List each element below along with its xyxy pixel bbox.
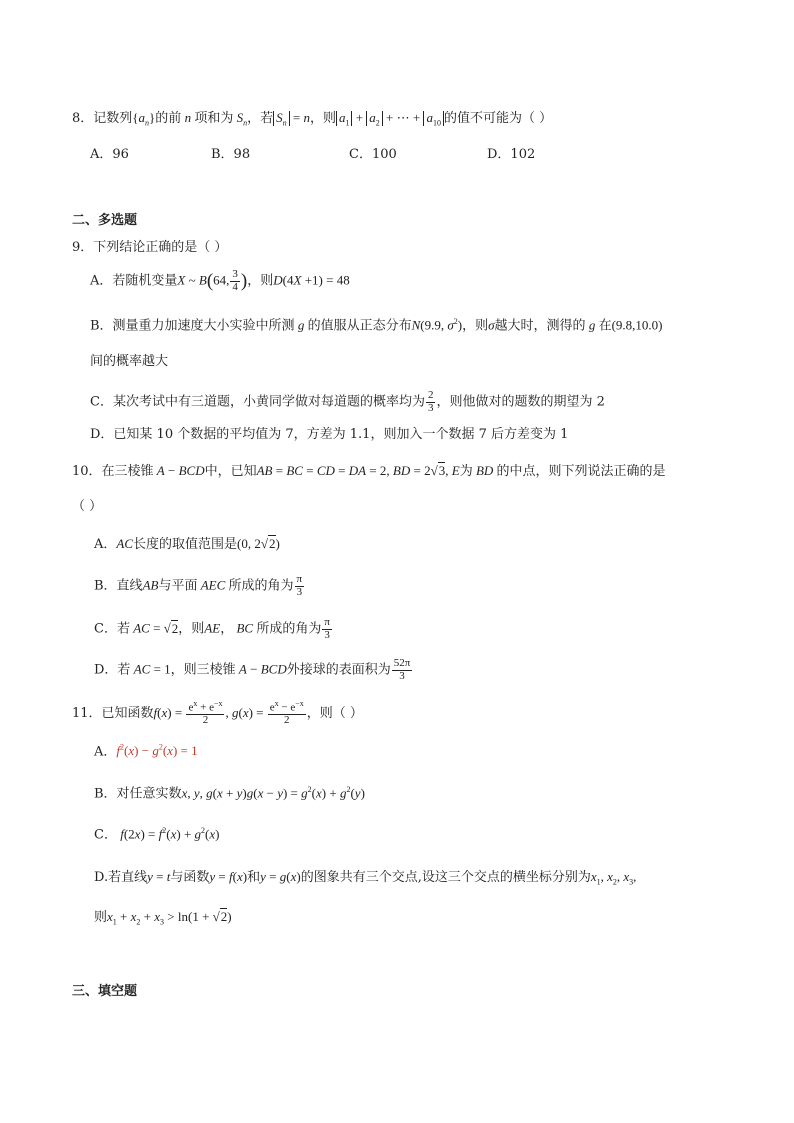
- q11-stem: 11．已知函数f(x) = $\frac{e^x + e^{-x}}{2}$ , g(x) = $\frac{e^x - e^{-x}}{2}$ ，则（ ）: [72, 699, 363, 727]
- q11-option-d: D.若直线y = t与函数y = f(x)和y = g(x)的图象共有三个交点,设这三个交点的横坐标分别为$x_1$, $x_2$, $x_3$,: [94, 869, 637, 887]
- q10-stem-paren: （ ）: [72, 499, 103, 514]
- q9-option-a: A．若随机变量X ~ B(64, $\frac{3}{4}$ )，则D(4X +1) = 48: [90, 268, 350, 293]
- q9-stem: 9．下列结论正确的是（ ）: [72, 240, 228, 255]
- q8-option-b: B．98: [211, 147, 251, 162]
- q11-option-c: C． $f(2x) = f^2(x) + g^2(x)$: [94, 826, 220, 843]
- q11-option-d-continuation: 则$x_1 + x_2 + x_3 > \ln(1 + √2)$: [94, 909, 232, 927]
- q8-option-d: D．102: [487, 147, 536, 162]
- q9-option-b: B．测量重力加速度大小实验中所测 g 的值服从正态分布N(9.9, $\sigma^2$)，则σ越大时，测得的 g 在(9.8,10.0): [90, 317, 663, 334]
- q9-option-b-continuation: 间的概率越大: [90, 354, 169, 369]
- q10-stem: 10．在三棱锥 A − BCD中，已知AB = BC = CD = DA = 2, BD = 2√3, E为 BD 的中点，则下列说法正确的是: [72, 463, 666, 479]
- q9-option-d: D．已知某 10 个数据的平均值为 7，方差为 1.1，则加入一个数据 7 后方差变为 1: [90, 427, 569, 442]
- q10-option-a: A．AC长度的取值范围是(0, 2√2): [94, 536, 280, 552]
- section-heading-multi-choice: 二、多选题: [72, 213, 138, 228]
- q10-option-d: D．若 AC = 1，则三棱锥 A − BCD外接球的表面积为 $\frac{52\pi}{3}$: [94, 657, 411, 682]
- section-heading-fill-blank: 三、填空题: [72, 984, 138, 999]
- q10-option-b: B．直线AB与平面 AEC 所成的角为 $\frac{\pi}{3}$: [94, 573, 303, 598]
- q11-option-b: B．对任意实数x, y, $g(x + y)g(x - y) = g^2(x) + g^2(y)$: [94, 785, 365, 802]
- q8-option-c: C．100: [349, 147, 397, 162]
- q8-option-a: A．96: [90, 147, 129, 162]
- q10-option-c: C．若 AC = √2，则AE， BC 所成的角为 $\frac{\pi}{3}$: [94, 616, 330, 641]
- q11-option-a: A．$f^2(x) - g^2(x) = 1$: [94, 743, 198, 760]
- q9-option-c: C．某次考试中有三道题，小黄同学做对每道题的概率均为 $\frac{2}{3}$ ，则他做对的题数的期望为 2: [90, 389, 605, 414]
- q8-stem: 8．记数列$\{a_n\}$的前 n 项和为 $S_n$，若 $S_n = n$，则 $a_1 + a_2$ + ⋯ + $a_{10}$ 的值不可能为（ ）: [72, 110, 553, 128]
